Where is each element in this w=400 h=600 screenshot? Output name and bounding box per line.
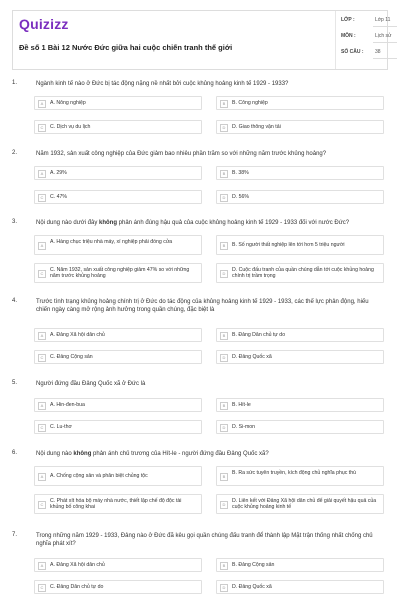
option-c[interactable]: [34, 263, 202, 283]
option-text: C. Phát xít hóa bộ máy nhà nước, thiết lập chế độ độc tài khủng bố công khai: [50, 498, 182, 510]
meta-subject-value: Lịch sử: [375, 33, 392, 39]
question-text: [36, 450, 384, 458]
option-text: C. Đảng Cộng sản: [50, 354, 93, 360]
question-1: [12, 80, 388, 138]
question-number: 3.: [12, 219, 18, 225]
option-d[interactable]: [216, 350, 384, 364]
option-b[interactable]: [216, 398, 384, 412]
option-text: A. Chống cộng sản và phân biệt chủng tộc: [50, 473, 148, 479]
option-text: C. Năm 1932, sản xuất công nghiệp giảm 47% so với những năm trước khủng hoảng: [50, 267, 190, 279]
option-d[interactable]: [216, 580, 384, 594]
option-letter: B: [220, 562, 228, 570]
option-letter: B: [220, 402, 228, 410]
worksheet-title: Đề số 1 Bài 12 Nước Đức giữa hai cuộc chiến tranh thế giới: [19, 43, 233, 52]
option-c[interactable]: [34, 494, 202, 514]
option-c[interactable]: [34, 420, 202, 434]
option-c[interactable]: [34, 120, 202, 134]
option-letter: C: [38, 270, 46, 278]
option-letter: D: [220, 270, 228, 278]
option-text: B. Số người thất nghiệp lên tới hơn 5 triệu người: [232, 242, 345, 248]
question-number: 2.: [12, 150, 18, 156]
option-text: D. Đảng Quốc xã: [232, 354, 272, 360]
header-divider: [335, 11, 336, 69]
option-letter: D: [220, 424, 228, 432]
quizizz-logo: Quizizz: [19, 16, 69, 32]
option-text: B. Đảng Dân chủ tự do: [232, 332, 286, 338]
option-text: C. 47%: [50, 194, 68, 200]
question-number: 5.: [12, 380, 18, 386]
option-a[interactable]: [34, 466, 202, 486]
option-text: A. 29%: [50, 170, 67, 176]
option-text: C. Dịch vụ du lịch: [50, 124, 91, 130]
question-4: [12, 298, 388, 370]
option-letter: B: [220, 100, 228, 108]
question-text: Người đứng đầu Đảng Quốc xã ở Đức là: [36, 381, 146, 387]
option-b[interactable]: [216, 558, 384, 572]
option-letter: A: [38, 100, 46, 108]
option-a[interactable]: [34, 235, 202, 255]
meta-line: [373, 42, 397, 43]
option-a[interactable]: [34, 96, 202, 110]
meta-count-value: 38: [375, 49, 381, 55]
option-text: D. Si-mon: [232, 424, 256, 430]
meta-class-value: Lớp 11: [375, 17, 391, 23]
option-text: A. Nông nghiệp: [50, 100, 86, 106]
question-text-emphasis: không: [73, 451, 92, 457]
option-b[interactable]: [216, 235, 384, 255]
meta-subject: [341, 31, 397, 43]
option-letter: C: [38, 124, 46, 132]
option-a[interactable]: [34, 166, 202, 180]
option-text: D. Đảng Quốc xã: [232, 584, 272, 590]
option-letter: D: [220, 354, 228, 362]
option-a[interactable]: [34, 328, 202, 342]
option-b[interactable]: [216, 96, 384, 110]
question-text: Trước tình trạng khủng hoảng chính trị ở Đức do tác động của khủng hoảng kinh tế 1929 - 1933, các thế lực phản động, hiếu chiến ngày càng mở rộng ảnh hưởng trong quần chúng, đặc biệt là: [36, 299, 369, 313]
option-letter: D: [220, 584, 228, 592]
question-text-part: Nội dung nào dưới đây: [36, 220, 99, 226]
option-text: C. Lu-thơ: [50, 424, 72, 430]
option-text: C. Đảng Dân chủ tự do: [50, 584, 104, 590]
question-text: Ngành kinh tế nào ở Đức bị tác động nặng nề nhất bởi cuộc khủng hoảng kinh tế 1929 - 1933?: [36, 81, 289, 87]
option-a[interactable]: [34, 558, 202, 572]
question-text: Năm 1932, sản xuất công nghiệp của Đức giảm bao nhiêu phần trăm so với những năm trước khủng hoảng?: [36, 151, 327, 157]
option-d[interactable]: [216, 420, 384, 434]
option-b[interactable]: [216, 466, 384, 486]
option-letter: A: [38, 332, 46, 340]
option-text: D. Giao thông vận tải: [232, 124, 281, 130]
option-letter: C: [38, 354, 46, 362]
option-letter: C: [38, 424, 46, 432]
meta-count-label: SỐ CÂU :: [341, 49, 364, 55]
question-2: [12, 150, 388, 208]
option-letter: D: [220, 194, 228, 202]
option-letter: C: [38, 501, 46, 509]
option-text: A. Hin-đen-bua: [50, 402, 85, 408]
question-text-part: phản ánh chủ trương của Hít-le - người đứng đầu Đảng Quốc xã?: [91, 451, 269, 457]
meta-line: [373, 26, 397, 27]
option-text: B. Công nghiệp: [232, 100, 268, 106]
option-d[interactable]: [216, 120, 384, 134]
question-text: [36, 219, 384, 227]
option-text: B. 38%: [232, 170, 249, 176]
option-c[interactable]: [34, 190, 202, 204]
option-letter: C: [38, 584, 46, 592]
option-b[interactable]: [216, 328, 384, 342]
option-text: D. Liên kết với Đảng Xã hội dân chủ để giải quyết hậu quả của cuộc khủng hoảng kinh tế: [232, 498, 377, 510]
option-text: B. Hít-le: [232, 402, 251, 408]
meta-class-label: LỚP :: [341, 17, 355, 23]
option-letter: B: [220, 332, 228, 340]
question-3: [12, 219, 388, 289]
option-text: D. Cuộc đấu tranh của quần chúng dẫn tới cuộc khủng hoảng chính trị trầm trọng: [232, 267, 374, 279]
question-text-emphasis: không: [99, 220, 117, 226]
option-letter: B: [220, 170, 228, 178]
option-text: A. Đảng Xã hội dân chủ: [50, 332, 105, 338]
option-letter: A: [38, 473, 46, 481]
question-5: [12, 380, 388, 438]
option-d[interactable]: [216, 494, 384, 514]
question-number: 1.: [12, 80, 18, 86]
option-letter: D: [220, 124, 228, 132]
worksheet-header: [12, 10, 392, 70]
option-letter: A: [38, 170, 46, 178]
option-letter: C: [38, 194, 46, 202]
meta-count: [341, 47, 397, 59]
option-letter: B: [220, 242, 228, 250]
option-letter: A: [38, 402, 46, 410]
option-text: A. Đảng Xã hội dân chủ: [50, 562, 105, 568]
option-c[interactable]: [34, 350, 202, 364]
option-d[interactable]: [216, 263, 384, 283]
option-letter: D: [220, 501, 228, 509]
question-text-part: phản ánh đúng hậu quả của cuộc khủng hoảng kinh tế 1929 - 1933 đối với nước Đức?: [117, 220, 350, 226]
question-6: [12, 450, 388, 524]
option-text: B. Ra sức tuyên truyền, kích động chủ nghĩa phục thù: [232, 470, 357, 476]
option-text: B. Đảng Cộng sản: [232, 562, 275, 568]
option-letter: B: [220, 473, 228, 481]
question-text: Trong những năm 1929 - 1933, Đảng nào ở Đức đã kêu gọi quần chúng đấu tranh để thành lập Mặt trận thống nhất chống chủ nghĩa phát xít?: [36, 533, 373, 547]
question-7: [12, 532, 388, 600]
question-number: 7.: [12, 532, 18, 538]
option-a[interactable]: [34, 398, 202, 412]
option-letter: A: [38, 562, 46, 570]
question-text-part: Nội dung nào: [36, 451, 74, 457]
option-letter: A: [38, 242, 46, 250]
option-b[interactable]: [216, 166, 384, 180]
option-c[interactable]: [34, 580, 202, 594]
question-number: 6.: [12, 450, 18, 456]
meta-class: [341, 15, 397, 27]
option-text: D. 56%: [232, 194, 250, 200]
option-d[interactable]: [216, 190, 384, 204]
meta-subject-label: MÔN :: [341, 33, 356, 39]
question-number: 4.: [12, 298, 18, 304]
meta-line: [373, 58, 397, 59]
option-text: A. Hàng chục triệu nhà máy, xí nghiệp phải đóng cửa: [50, 239, 173, 245]
